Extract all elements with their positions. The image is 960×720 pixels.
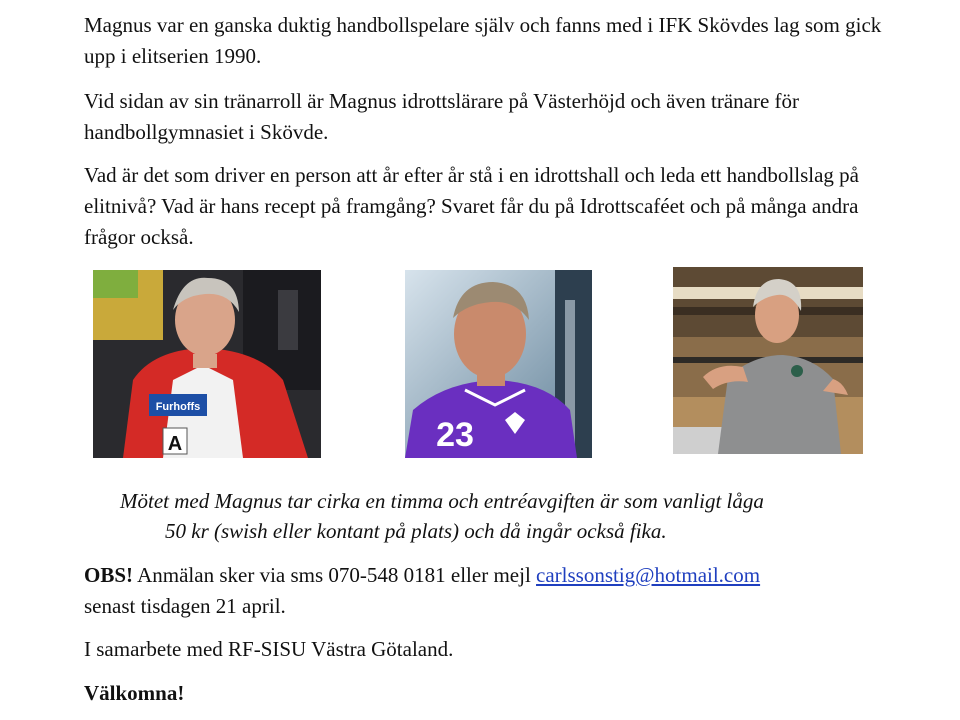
welcome-text: Välkomna! <box>84 681 185 705</box>
coach-photo-gym <box>673 267 863 454</box>
partner-text: I samarbete med RF-SISU Västra Götaland. <box>84 637 454 661</box>
email-link[interactable]: carlssonstig@hotmail.com <box>536 563 761 587</box>
registration-paragraph <box>84 560 904 622</box>
jersey-number: 23 <box>436 416 474 454</box>
paragraph-career: Magnus var en ganska duktig handbollspelare själv och fanns med i IFK Skövdes lag som gick upp i elitserien 1990. <box>84 13 882 68</box>
caption-line-2: 50 kr (swish eller kontant på plats) och då ingår också fika. <box>165 519 667 543</box>
paragraph-question: Vad är det som driver en person att år efter år stå i en idrottshall och leda ett handbollslag på elitnivå? Vad är hans recept på framgång? Svaret får du på Idrottscaféet och på många andra frågor också. <box>84 163 859 249</box>
obs-label: OBS! <box>84 563 134 587</box>
caption-line-1: Mötet med Magnus tar cirka en timma och entréavgiften är som vanligt låga <box>120 489 764 513</box>
coach-photo-purple-jersey <box>405 270 592 458</box>
registration-deadline: senast tisdagen 21 april. <box>84 594 286 618</box>
paragraph-teacher-role: Vid sidan av sin tränarroll är Magnus idrottslärare på Västerhöjd och även tränare för handbollgymnasiet i Skövde. <box>84 89 800 144</box>
badge-letter: A <box>167 433 183 455</box>
sponsor-label: Furhoffs <box>155 401 201 413</box>
registration-text: Anmälan sker via sms 070-548 0181 eller mejl <box>133 563 537 587</box>
coach-photo-red-jacket <box>93 270 321 458</box>
